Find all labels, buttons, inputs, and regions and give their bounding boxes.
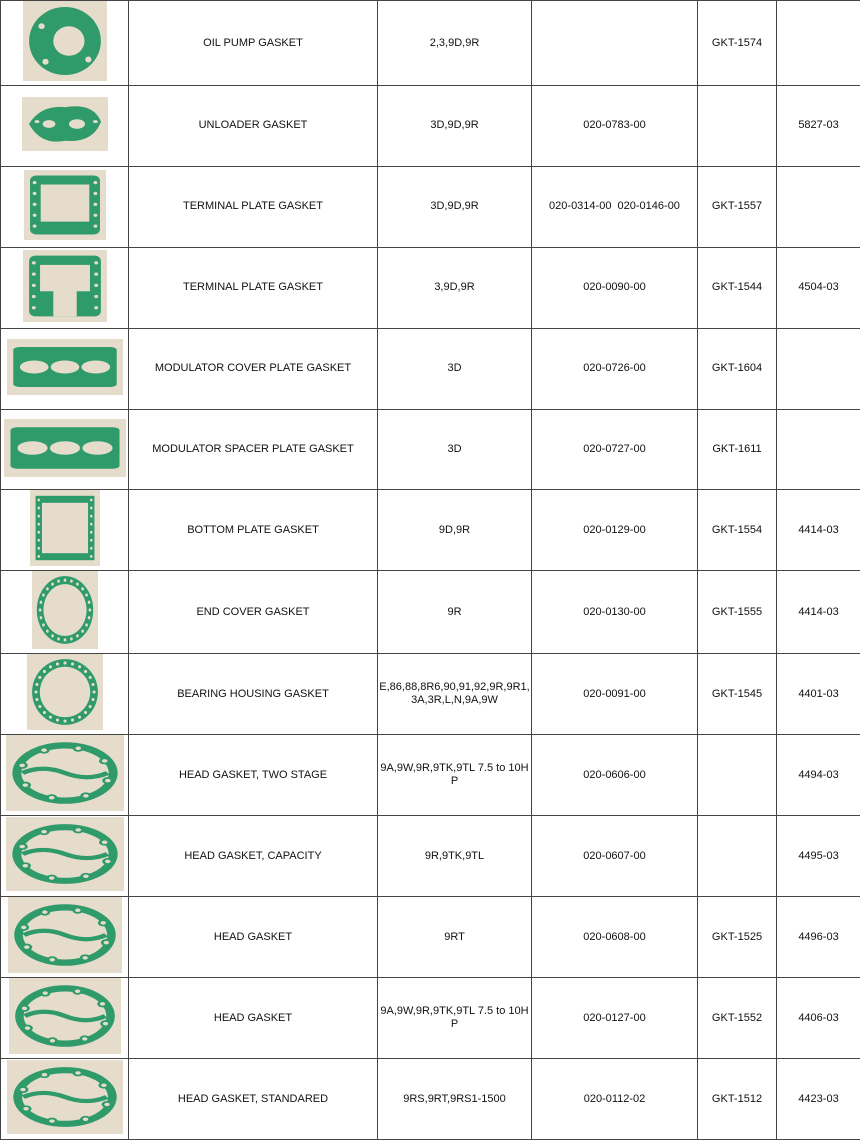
reference-number-cell <box>777 328 860 409</box>
description-cell: END COVER GASKET <box>129 571 378 654</box>
gasket-photo <box>4 419 126 477</box>
table-row <box>1 409 860 490</box>
description-cell: HEAD GASKET, STANDARED <box>129 1059 378 1140</box>
description-cell: MODULATOR SPACER PLATE GASKET <box>129 409 378 490</box>
gasket-photo-cell <box>1 1059 129 1140</box>
table-row <box>1 1059 860 1140</box>
description-cell: HEAD GASKET, TWO STAGE <box>129 735 378 816</box>
part-number-cell: 020-0726-00 <box>532 328 698 409</box>
table-body <box>1 1 860 1140</box>
gasket-photo-cell <box>1 247 129 328</box>
models-cell: 3D,9D,9R <box>378 86 532 167</box>
table-row <box>1 978 860 1059</box>
reference-number-cell: 4495-03 <box>777 816 860 897</box>
gkt-number-cell: GKT-1552 <box>698 978 777 1059</box>
gkt-number-cell: GKT-1611 <box>698 409 777 490</box>
gasket-photo-cell <box>1 816 129 897</box>
part-number-cell: 020-0727-00 <box>532 409 698 490</box>
table-row <box>1 571 860 654</box>
gkt-number-cell <box>698 86 777 167</box>
table-row <box>1 816 860 897</box>
models-cell: 9RS,9RT,9RS1-1500 <box>378 1059 532 1140</box>
gasket-photo <box>9 978 121 1054</box>
table-row <box>1 1 860 86</box>
part-number-cell: 020-0314-00 020-0146-00 <box>532 166 698 247</box>
description-cell: HEAD GASKET <box>129 897 378 978</box>
models-cell: 2,3,9D,9R <box>378 1 532 86</box>
part-number-cell: 020-0090-00 <box>532 247 698 328</box>
models-cell: E,86,88,8R6,90,91,92,9R,9R1,3A,3R,L,N,9A,9W <box>378 654 532 735</box>
gkt-number-cell <box>698 816 777 897</box>
gasket-photo-cell <box>1 978 129 1059</box>
gasket-photo <box>22 97 108 151</box>
gasket-photo <box>7 1060 123 1134</box>
models-cell: 9D,9R <box>378 490 532 571</box>
gasket-photo-cell <box>1 654 129 735</box>
table-row <box>1 166 860 247</box>
gasket-photo-cell <box>1 735 129 816</box>
gkt-number-cell: GKT-1544 <box>698 247 777 328</box>
gasket-photo-cell <box>1 897 129 978</box>
models-cell: 9R <box>378 571 532 654</box>
models-cell: 9RT <box>378 897 532 978</box>
description-cell: OIL PUMP GASKET <box>129 1 378 86</box>
description-cell: UNLOADER GASKET <box>129 86 378 167</box>
gasket-photo <box>24 170 106 240</box>
gkt-number-cell <box>698 735 777 816</box>
reference-number-cell: 4406-03 <box>777 978 860 1059</box>
gasket-photo-cell <box>1 571 129 654</box>
gkt-number-cell: GKT-1512 <box>698 1059 777 1140</box>
gkt-number-cell: GKT-1574 <box>698 1 777 86</box>
reference-number-cell <box>777 166 860 247</box>
part-number-cell: 020-0112-02 <box>532 1059 698 1140</box>
reference-number-cell <box>777 1 860 86</box>
description-cell: TERMINAL PLATE GASKET <box>129 166 378 247</box>
reference-number-cell: 4496-03 <box>777 897 860 978</box>
part-number-cell: 020-0091-00 <box>532 654 698 735</box>
part-number-cell <box>532 1 698 86</box>
models-cell: 3,9D,9R <box>378 247 532 328</box>
gasket-photo <box>6 735 124 811</box>
gkt-number-cell: GKT-1604 <box>698 328 777 409</box>
description-cell: HEAD GASKET, CAPACITY <box>129 816 378 897</box>
gkt-number-cell: GKT-1555 <box>698 571 777 654</box>
table-row <box>1 86 860 167</box>
part-number-cell: 020-0608-00 <box>532 897 698 978</box>
gasket-photo-cell <box>1 490 129 571</box>
gasket-photo-cell <box>1 328 129 409</box>
description-cell: HEAD GASKET <box>129 978 378 1059</box>
description-cell: TERMINAL PLATE GASKET <box>129 247 378 328</box>
description-cell: BEARING HOUSING GASKET <box>129 654 378 735</box>
models-cell: 9A,9W,9R,9TK,9TL 7.5 to 10HP <box>378 735 532 816</box>
gasket-photo <box>6 817 124 891</box>
models-cell: 9R,9TK,9TL <box>378 816 532 897</box>
reference-number-cell: 4494-03 <box>777 735 860 816</box>
table-row <box>1 897 860 978</box>
reference-number-cell: 4414-03 <box>777 571 860 654</box>
table-row <box>1 490 860 571</box>
gkt-number-cell: GKT-1525 <box>698 897 777 978</box>
gasket-photo-cell <box>1 166 129 247</box>
reference-number-cell: 4504-03 <box>777 247 860 328</box>
gasket-photo <box>32 571 98 649</box>
gkt-number-cell: GKT-1557 <box>698 166 777 247</box>
gasket-photo <box>7 339 123 395</box>
reference-number-cell <box>777 409 860 490</box>
gasket-photo <box>8 897 122 973</box>
part-number-cell: 020-0606-00 <box>532 735 698 816</box>
reference-number-cell: 4414-03 <box>777 490 860 571</box>
models-cell: 9A,9W,9R,9TK,9TL 7.5 to 10HP <box>378 978 532 1059</box>
table-row <box>1 328 860 409</box>
gasket-photo-cell <box>1 409 129 490</box>
gasket-photo <box>23 250 107 322</box>
table-row <box>1 735 860 816</box>
reference-number-cell: 4423-03 <box>777 1059 860 1140</box>
reference-number-cell: 4401-03 <box>777 654 860 735</box>
description-cell: BOTTOM PLATE GASKET <box>129 490 378 571</box>
gkt-number-cell: GKT-1545 <box>698 654 777 735</box>
models-cell: 3D <box>378 409 532 490</box>
gkt-number-cell: GKT-1554 <box>698 490 777 571</box>
models-cell: 3D <box>378 328 532 409</box>
part-number-cell: 020-0783-00 <box>532 86 698 167</box>
gasket-photo <box>23 1 107 81</box>
reference-number-cell: 5827-03 <box>777 86 860 167</box>
gasket-photo-cell <box>1 1 129 86</box>
part-number-cell: 020-0129-00 <box>532 490 698 571</box>
gasket-photo-cell <box>1 86 129 167</box>
part-number-cell: 020-0130-00 <box>532 571 698 654</box>
description-cell: MODULATOR COVER PLATE GASKET <box>129 328 378 409</box>
part-number-cell: 020-0127-00 <box>532 978 698 1059</box>
gasket-photo <box>27 654 103 730</box>
table-row <box>1 247 860 328</box>
models-cell: 3D,9D,9R <box>378 166 532 247</box>
part-number-cell: 020-0607-00 <box>532 816 698 897</box>
gasket-photo <box>30 490 100 566</box>
table-row <box>1 654 860 735</box>
